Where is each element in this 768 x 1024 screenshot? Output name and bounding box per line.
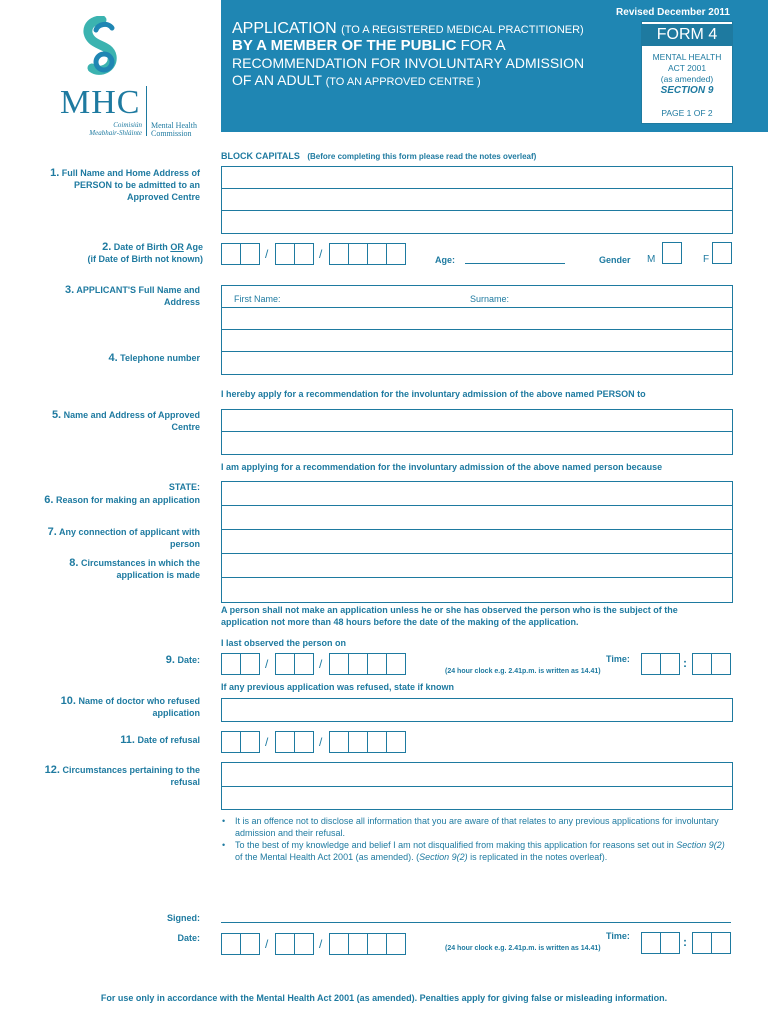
signed-label: Signed: [167, 913, 200, 923]
q6-label: 6. Reason for making an application [44, 494, 200, 506]
form-act-line-1: MENTAL HEALTH [652, 52, 722, 62]
q9-clock-note: (24 hour clock e.g. 2.41p.m. is written as 14.41) [445, 668, 601, 675]
q3-label: 3. APPLICANT'S Full Name and Address [64, 284, 200, 307]
logo-irish-2: Meabhair-Shláinte [89, 129, 142, 137]
surname-label: Surname: [470, 294, 510, 304]
q12-circumstances-field[interactable] [221, 762, 733, 810]
logo-english-1: Mental Health [151, 121, 197, 130]
header-line-2: BY A MEMBER OF THE PUBLIC FOR A [232, 37, 506, 54]
q3-applicant-field[interactable] [221, 285, 733, 353]
revised-date: Revised December 2011 [616, 7, 730, 18]
gender-m-checkbox[interactable] [662, 242, 682, 264]
q4-telephone-field[interactable] [221, 351, 733, 375]
gender-f-checkbox[interactable] [712, 242, 732, 264]
applying-because-text: I am applying for a recommendation for the involuntary admission of the above named person because [221, 462, 663, 472]
form-act-line-2: ACT 2001 [667, 63, 707, 73]
q1-person-name-address-field[interactable] [221, 166, 733, 234]
logo-divider [146, 86, 147, 136]
q7-label: 7. Any connection of applicant with person [47, 526, 200, 549]
gender-m-label: M [647, 254, 656, 265]
form-section: SECTION 9 [660, 85, 714, 96]
logo-english-2: Commission [151, 129, 192, 138]
q6-q8-reasons-field[interactable] [221, 481, 733, 603]
last-observed-text: I last observed the person on [221, 638, 347, 648]
shall-not-text-1: A person shall not make an application unless he or she has observed the person who is the subject of the [221, 605, 678, 615]
form-number-box [641, 21, 733, 124]
previous-refused-text: If any previous application was refused, state if known [221, 682, 455, 692]
bullet-2: • To the best of my knowledge and belief I am not disqualified from making this application for reasons set out in Section 9(2) of the Mental Health Act 2001 (as amended). (Section 9(2) is replicated in the notes overleaf). [222, 840, 725, 862]
shall-not-text-2: application not more than 48 hours before the date of the making of the application. [221, 617, 579, 627]
form-page: PAGE 1 OF 2 [661, 108, 713, 118]
header-line-1: APPLICATION (TO A REGISTERED MEDICAL PRACTITIONER) [232, 20, 584, 37]
q5-approved-centre-field[interactable] [221, 409, 733, 455]
q4-label: 4. Telephone number [108, 352, 200, 364]
header-line-3: RECOMMENDATION FOR INVOLUNTARY ADMISSION [232, 55, 585, 71]
form-act-line-3: (as amended) [660, 74, 714, 84]
q12-label: 12. Circumstances pertaining to the refusal [44, 764, 200, 787]
q1-label: 1. Full Name and Home Address of PERSON to be admitted to an Approved Centre [50, 167, 200, 202]
footer-note: For use only in accordance with the Mental Health Act 2001 (as amended). Penalties apply for giving false or misleading information. [100, 993, 668, 1003]
q9-label: 9. Date: [165, 654, 200, 666]
q5-label: 5. Name and Address of Approved Centre [51, 409, 200, 432]
logo-abbr: MHC [60, 84, 141, 121]
form-title: FORM 4 [642, 24, 732, 46]
signed-time-label: Time: [606, 931, 630, 941]
header-line-4: OF AN ADULT (TO AN APPROVED CENTRE ) [232, 72, 481, 88]
first-name-label: First Name: [234, 294, 281, 304]
block-capitals-note: BLOCK CAPITALS (Before completing this form please read the notes overleaf) [221, 151, 537, 161]
signed-clock-note: (24 hour clock e.g. 2.41p.m. is written as 14.41) [445, 945, 601, 952]
bullet-1: • It is an offence not to disclose all information that you are aware of that relates to any previous applications for involuntary admission and their refusal. [222, 816, 719, 838]
state-label: STATE: [168, 482, 200, 492]
q9-time-label: Time: [606, 654, 630, 664]
declaration-bullets [222, 815, 732, 863]
q8-label: 8. Circumstances in which the application is made [69, 557, 200, 580]
q10-doctor-field[interactable] [221, 698, 733, 722]
hereby-apply-text: I hereby apply for a recommendation for the involuntary admission of the above named PERSON to [221, 389, 646, 399]
mhc-logo-symbol-icon [78, 16, 126, 84]
q10-label: 10. Name of doctor who refused application [60, 695, 200, 718]
q2-label: 2. Date of Birth OR Age (if Date of Birth not known) [87, 241, 203, 264]
age-label: Age: [435, 255, 455, 265]
age-field[interactable] [465, 263, 565, 264]
q11-label: 11. Date of refusal [120, 734, 200, 746]
logo-irish-1: Coimisiún [113, 121, 142, 129]
gender-label: Gender [599, 255, 631, 265]
gender-f-label: F [703, 254, 710, 265]
signature-field[interactable] [221, 922, 731, 923]
date-label: Date: [177, 933, 200, 943]
